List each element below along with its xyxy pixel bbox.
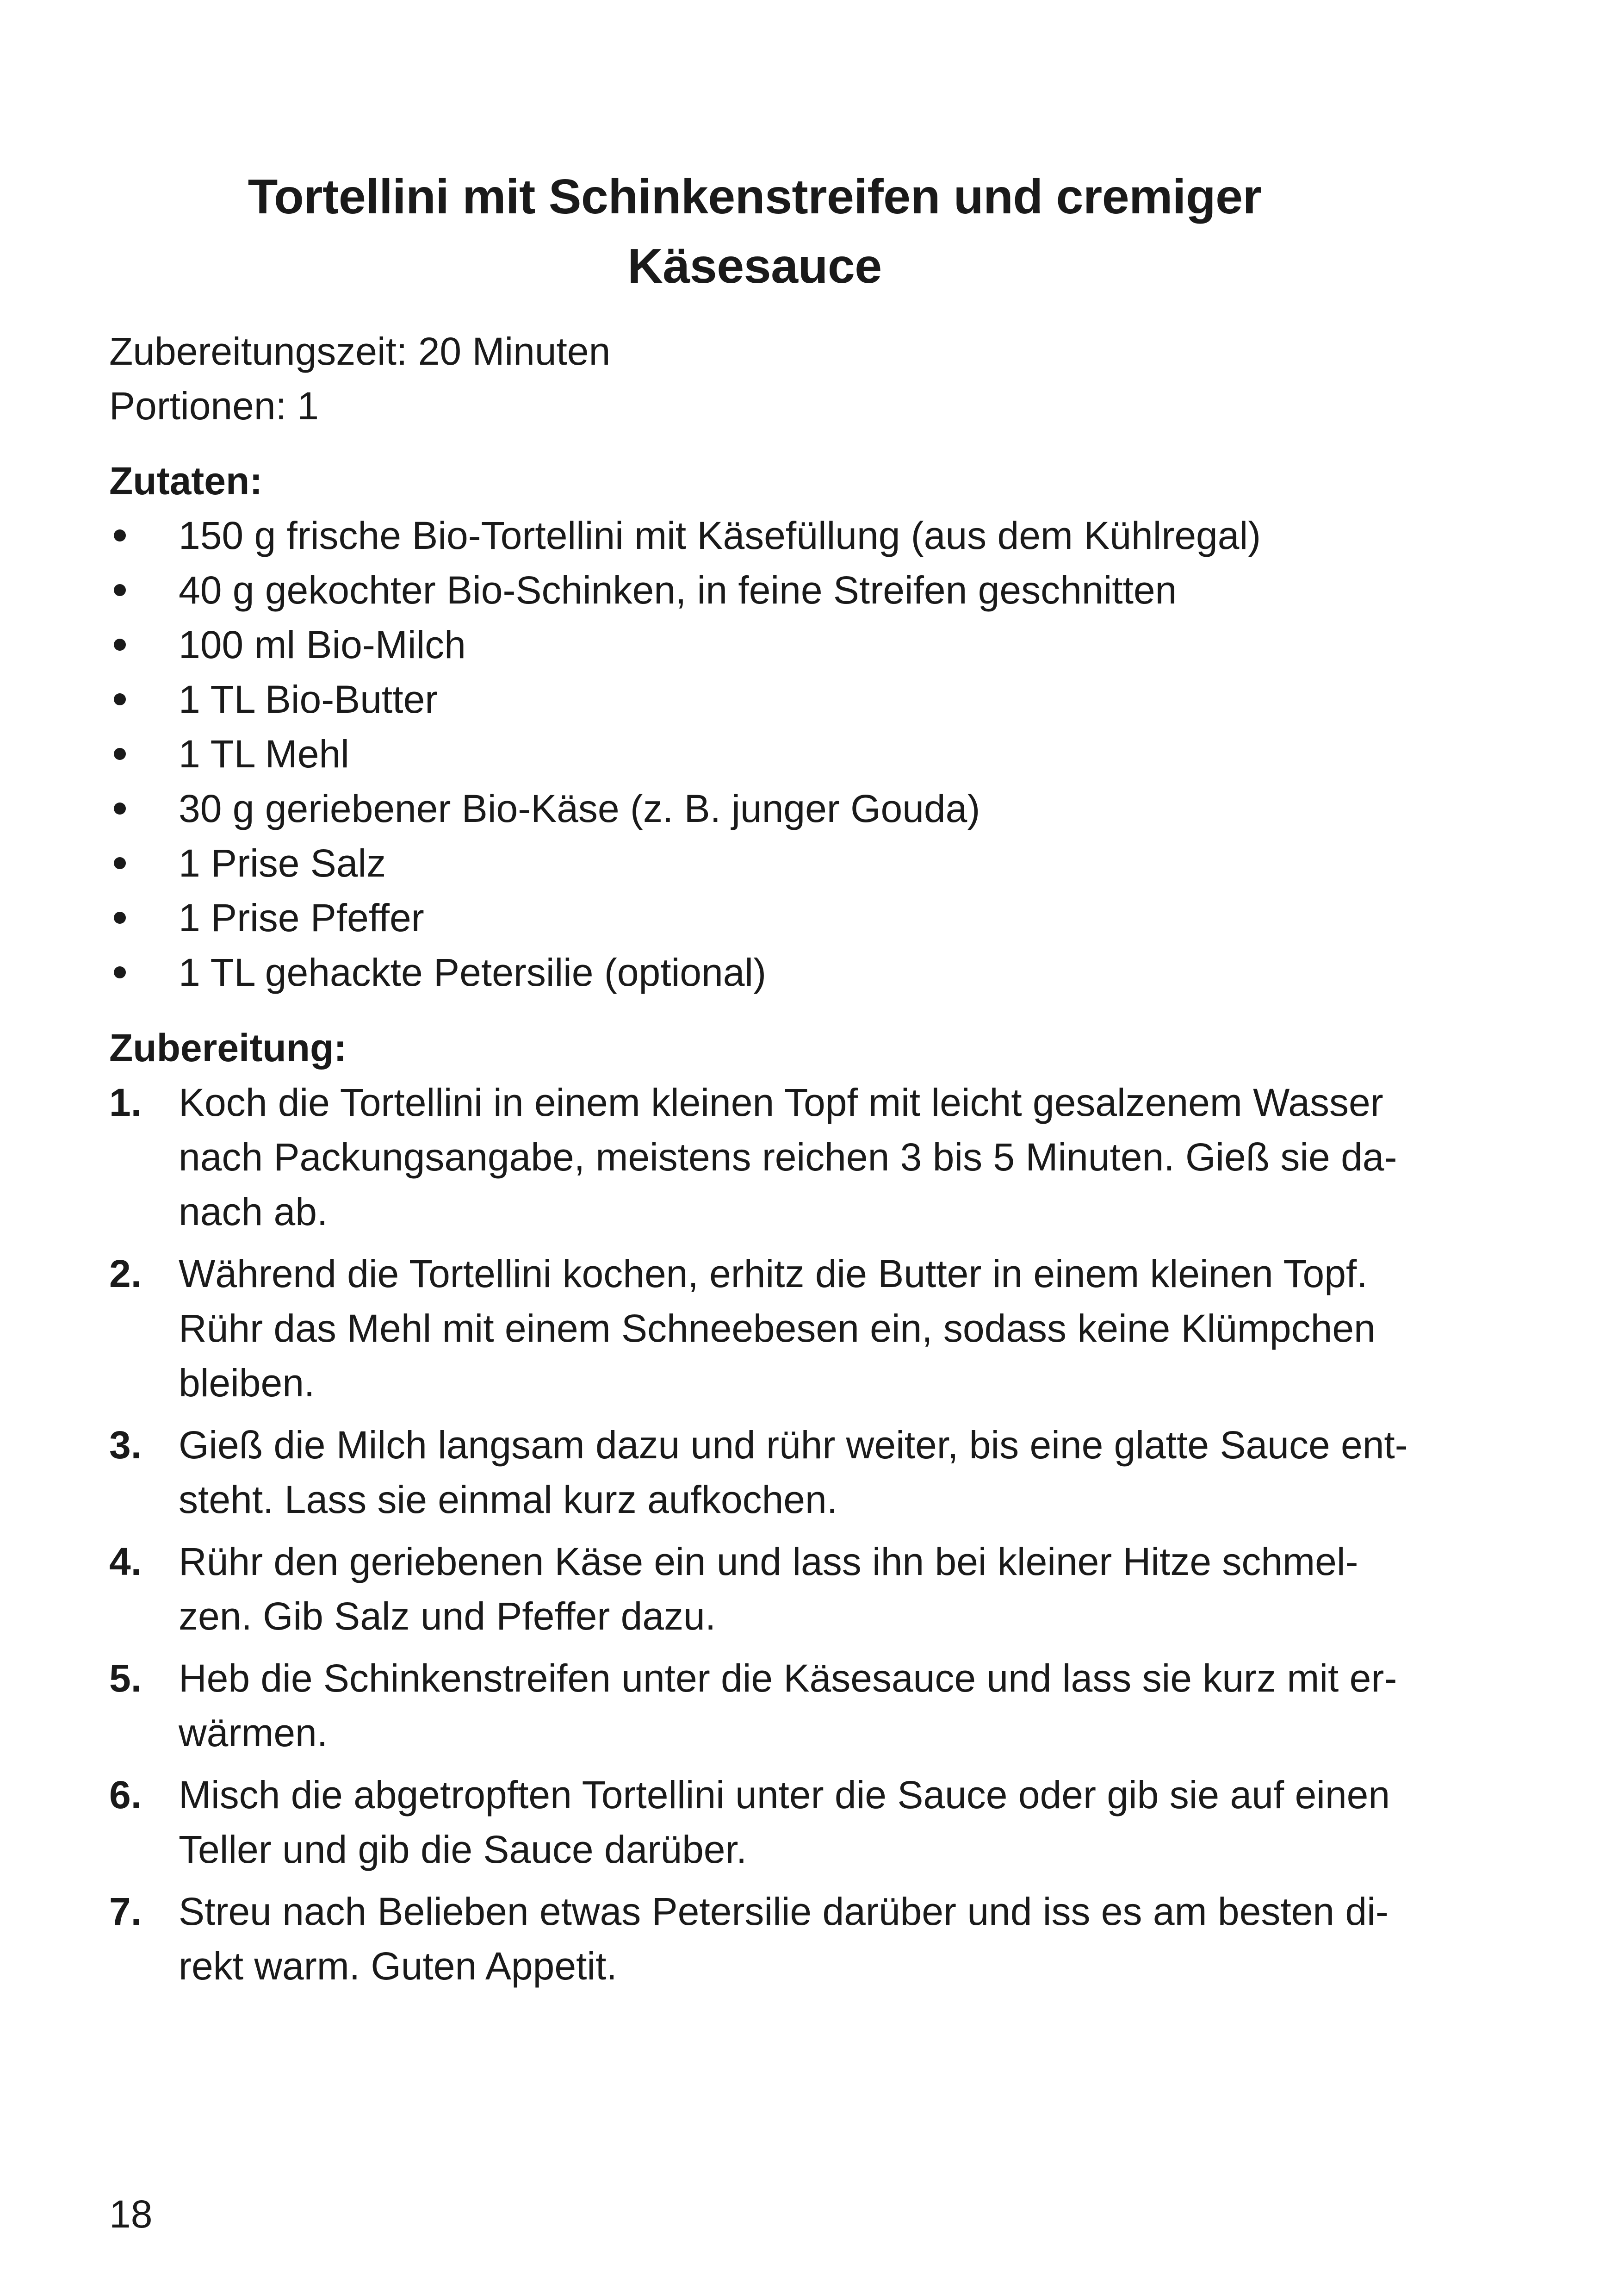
recipe-title-line-2: Käsesauce bbox=[627, 239, 882, 293]
step-text-line: rekt warm. Guten Appetit. bbox=[179, 1944, 617, 1988]
recipe-title bbox=[109, 162, 1400, 301]
step-number: 5. bbox=[109, 1656, 142, 1700]
ingredient-item bbox=[109, 890, 1405, 945]
steps-heading: Zubereitung: bbox=[109, 1026, 347, 1070]
step-number: 3. bbox=[109, 1423, 142, 1467]
ingredient-item bbox=[109, 836, 1405, 890]
step-text-line: wärmen. bbox=[179, 1711, 328, 1755]
steps-list bbox=[109, 1075, 1408, 2001]
step-text-line: zen. Gib Salz und Pfeffer dazu. bbox=[179, 1594, 716, 1638]
servings: Portionen: 1 bbox=[109, 384, 319, 428]
step-item bbox=[109, 1075, 1405, 1239]
step-text-line: Misch die abgetropften Tortellini unter die Sauce oder gib sie auf einen bbox=[179, 1773, 1390, 1817]
ingredient-text: 1 TL gehackte Petersilie (optional) bbox=[179, 951, 767, 994]
bullet-icon bbox=[114, 639, 126, 651]
step-text-line: Rühr den geriebenen Käse ein und lass ihn bei kleiner Hitze schmel- bbox=[179, 1540, 1358, 1583]
bullet-icon bbox=[114, 693, 126, 705]
ingredient-text: 1 Prise Pfeffer bbox=[179, 896, 424, 940]
step-text-line: Während die Tortellini kochen, erhitz die Butter in einem kleinen Topf. bbox=[179, 1252, 1368, 1295]
step-number: 1. bbox=[109, 1081, 142, 1124]
step-text-line: Heb die Schinkenstreifen unter die Käsesauce und lass sie kurz mit er- bbox=[179, 1656, 1397, 1700]
step-text-line: nach ab. bbox=[179, 1190, 328, 1233]
ingredient-item bbox=[109, 563, 1405, 617]
bullet-icon bbox=[114, 912, 126, 924]
step-text-line: Teller und gib die Sauce darüber. bbox=[179, 1828, 747, 1871]
ingredients-list bbox=[109, 508, 1405, 1000]
ingredient-text: 1 TL Mehl bbox=[179, 732, 349, 776]
step-item bbox=[109, 1418, 1408, 1527]
recipe-meta bbox=[109, 324, 610, 433]
step-item bbox=[109, 1651, 1405, 1760]
step-text-line: Koch die Tortellini in einem kleinen Topf mit leicht gesalzenem Wasser bbox=[179, 1081, 1383, 1124]
ingredient-text: 40 g gekochter Bio-Schinken, in feine Streifen geschnitten bbox=[179, 568, 1177, 612]
step-item bbox=[109, 1767, 1405, 1877]
ingredient-item bbox=[109, 727, 1405, 781]
step-text-line: Streu nach Belieben etwas Petersilie darüber und iss es am besten di- bbox=[179, 1890, 1389, 1933]
ingredient-item bbox=[109, 945, 1405, 1000]
step-text-line: bleiben. bbox=[179, 1361, 315, 1405]
ingredients-heading: Zutaten: bbox=[109, 459, 263, 503]
bullet-icon bbox=[114, 584, 126, 596]
bullet-icon bbox=[114, 857, 126, 869]
ingredient-text: 100 ml Bio-Milch bbox=[179, 623, 466, 666]
bullet-icon bbox=[114, 803, 126, 815]
step-item bbox=[109, 1534, 1405, 1643]
step-text-line: Gieß die Milch langsam dazu und rühr weiter, bis eine glatte Sauce ent- bbox=[179, 1423, 1408, 1467]
ingredient-text: 150 g frische Bio-Tortellini mit Käsefüllung (aus dem Kühlregal) bbox=[179, 514, 1261, 557]
step-number: 7. bbox=[109, 1890, 142, 1933]
bullet-icon bbox=[114, 529, 126, 541]
ingredient-item bbox=[109, 781, 1405, 836]
step-number: 2. bbox=[109, 1252, 142, 1295]
bullet-icon bbox=[114, 748, 126, 760]
ingredient-item bbox=[109, 508, 1405, 563]
bullet-icon bbox=[114, 966, 126, 978]
step-text-line: nach Packungsangabe, meistens reichen 3 bis 5 Minuten. Gieß sie da- bbox=[179, 1135, 1397, 1179]
page-number: 18 bbox=[109, 2192, 153, 2236]
ingredient-text: 1 TL Bio-Butter bbox=[179, 678, 438, 721]
recipe-title-line-1: Tortellini mit Schinkenstreifen und cremiger bbox=[248, 169, 1262, 224]
ingredient-item bbox=[109, 617, 1405, 672]
step-text-line: steht. Lass sie einmal kurz aufkochen. bbox=[179, 1478, 838, 1521]
step-text-line: Rühr das Mehl mit einem Schneebesen ein, sodass keine Klümpchen bbox=[179, 1307, 1376, 1350]
prep-time: Zubereitungszeit: 20 Minuten bbox=[109, 330, 611, 373]
step-item bbox=[109, 1884, 1405, 1993]
step-number: 4. bbox=[109, 1540, 142, 1583]
ingredient-item bbox=[109, 672, 1405, 727]
step-number: 6. bbox=[109, 1773, 142, 1817]
ingredient-text: 30 g geriebener Bio-Käse (z. B. junger Gouda) bbox=[179, 787, 980, 830]
ingredient-text: 1 Prise Salz bbox=[179, 841, 386, 885]
step-item bbox=[109, 1246, 1405, 1410]
